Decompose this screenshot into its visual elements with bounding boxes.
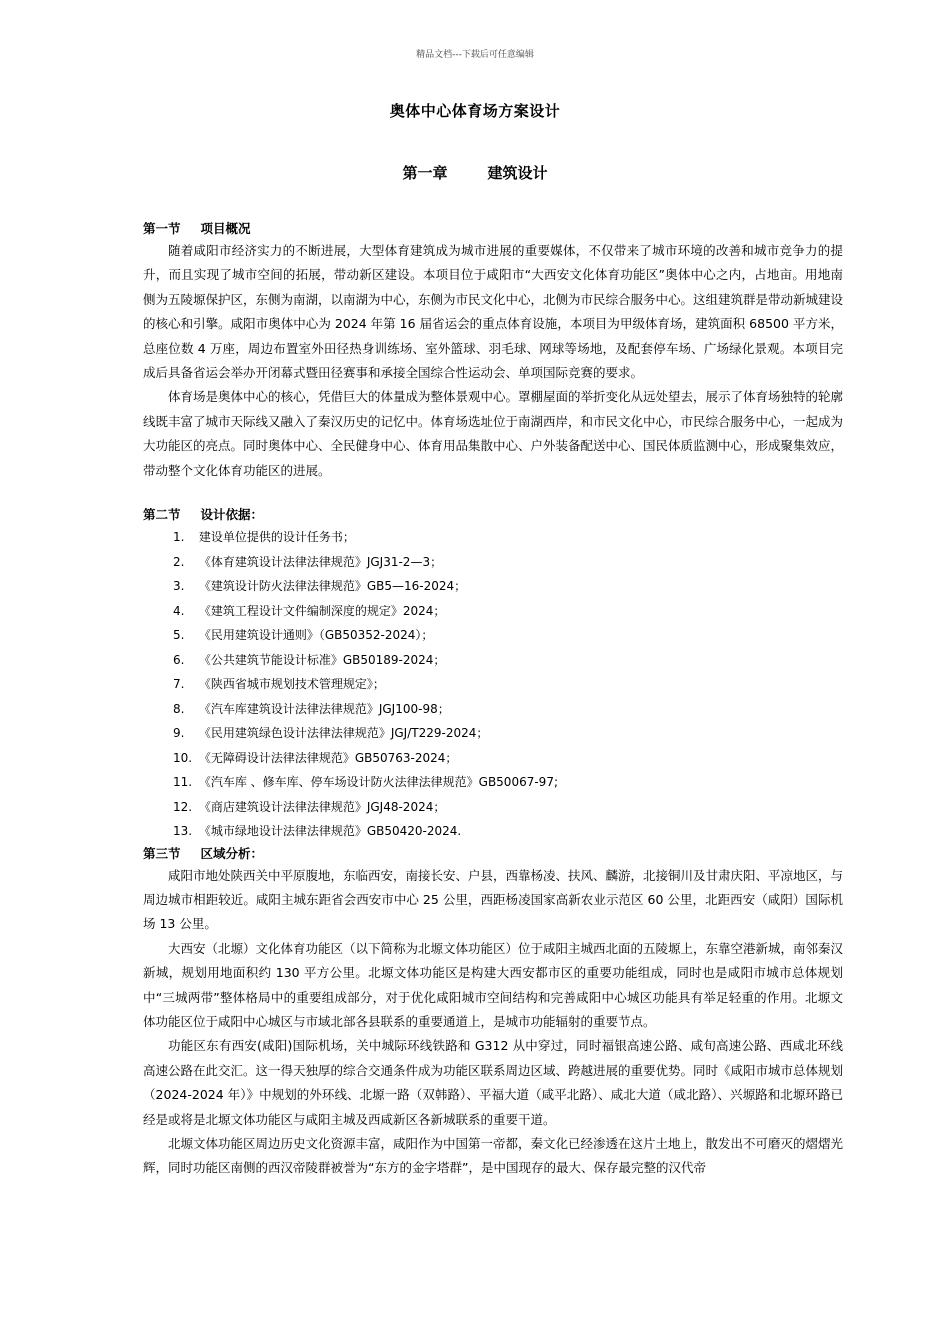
list-item: 13. 《城市绿地设计法律法律规范》GB50420-2024. xyxy=(173,824,462,839)
list-item: 8. 《汽车库建筑设计法律法律规范》JGJ100-98； xyxy=(173,701,450,716)
paragraph: 功能区东有西安(咸阳)国际机场，关中城际环线铁路和 G312 从中穿过，同时福银高速公路、咸旬高速公路、西咸北环线高速公路在此交汇。这一得天独厚的综合交通条件成为功能区联系周边区域、跨越进展的重要优势。同时《咸阳市城市总体规划（2024-2024 年）》中规划的外环线、北塬一路（双韩路）、平福大道（咸平北路）、咸北大道（咸北路）、兴塬路和北塬环路已经是或将是北塬文体功能区与咸阳主城及西咸新区各新城联系的重要干道。 xyxy=(143,1038,844,1127)
chapter-heading xyxy=(0,162,950,183)
section-label: 第一节 xyxy=(143,221,181,236)
document-body xyxy=(143,219,843,1181)
header-note: 精品文档---下载后可任意编辑 xyxy=(416,50,534,60)
section-name: 项目概况 xyxy=(200,221,251,236)
chapter-label: 第一章 xyxy=(402,164,448,182)
list-item: 11. 《汽车库 、修车库、停车场设计防火法律法律规范》GB50067-97; xyxy=(173,775,558,790)
list-item: 4. 《建筑工程设计文件编制深度的规定》2024； xyxy=(173,603,446,618)
list-item: 12. 《商店建筑设计法律法律规范》JGJ48-2024； xyxy=(173,799,446,814)
section-label: 第三节 xyxy=(143,845,181,861)
paragraph: 大西安（北塬）文化体育功能区（以下简称为北塬文体功能区）位于咸阳主城西北面的五陵塬上，东靠空港新城，南邻秦汉新城，规划用地面积约 130 平方公里。北塬文体功能区是构建大西安都市区的重要功能组成，同时也是咸阳市城市总体规划中“三城两带”整体格局中的重要组成部分，对于优化咸阳城市空间结构和完善咸阳中心城区功能具有举足轻重的作用。北塬文体功能区位于咸阳中心城区与市域北部各县联系的重要通道上，是城市功能辐射的重要节点。 xyxy=(143,940,844,1029)
list-item: 10. 《无障碍设计法律法律规范》GB50763-2024； xyxy=(173,750,458,765)
reference-list xyxy=(143,525,843,844)
section-name: 区域分析： xyxy=(200,845,264,861)
document-title: 奥体中心体育场方案设计 xyxy=(389,102,561,120)
section-name: 设计依据： xyxy=(200,507,264,523)
list-item: 1. 建设单位提供的设计任务书； xyxy=(173,530,355,545)
paragraph: 体育场是奥体中心的核心，凭借巨大的体量成为整体景观中心。罩棚屋面的举折变化从远处望去，展示了体育场独特的轮廓线既丰富了城市天际线又融入了秦汉历史的记忆中。体育场选址位于南湖西岸，和市民文化中心，市民综合服务中心，一起成为大功能区的亮点。同时奥体中心、全民健身中心、体育用品集散中心、户外装备配送中心、国民体质监测中心，形成聚集效应，带动整个文化体育功能区的进展。 xyxy=(143,389,844,478)
paragraph: 咸阳市地处陕西关中平原腹地，东临西安，南接长安、户县，西靠杨凌、扶风、麟游，北接铜川及甘肃庆阳、平凉地区，与周边城市相距较近。咸阳主城东距省会西安市中心 25 公里，西距杨凌国家高新农业示范区 60 公里，北距西安（咸阳）国际机场 13 公里。 xyxy=(143,867,844,932)
list-item: 5. 《民用建筑设计通则》（GB50352-2024）； xyxy=(173,628,434,643)
list-item: 7. 《陕西省城市规划技术管理规定》； xyxy=(173,677,385,692)
section-heading-3 xyxy=(143,844,843,864)
section-heading-2 xyxy=(143,505,843,525)
list-item: 6. 《公共建筑节能设计标准》GB50189-2024； xyxy=(173,652,446,667)
list-item: 2. 《体育建筑设计法律法律规范》JGJ31-2—3； xyxy=(173,554,443,569)
list-item: 3. 《建筑设计防火法律法律规范》GB5—16-2024； xyxy=(173,579,467,594)
section-heading-1 xyxy=(143,219,843,239)
chapter-name: 建筑设计 xyxy=(487,164,548,182)
section-label: 第二节 xyxy=(143,507,181,523)
paragraph: 北塬文体功能区周边历史文化资源丰富，咸阳作为中国第一帝都，秦文化已经渗透在这片土地上，散发出不可磨灭的熠熠光辉，同时功能区南侧的西汉帝陵群被誉为“东方的金字塔群”，是中国现存的最大、保存最完整的汉代帝 xyxy=(143,1136,844,1176)
list-item: 9. 《民用建筑绿色设计法律法律规范》JGJ/T229-2024； xyxy=(173,726,489,741)
paragraph: 随着咸阳市经济实力的不断进展，大型体育建筑成为城市进展的重要媒体，不仅带来了城市环境的改善和城市竞争力的提升，而且实现了城市空间的拓展，带动新区建设。本项目位于咸阳市“大西安文化体育功能区”奥体中心之内，占地亩。用地南侧为五陵塬保护区，东侧为南湖，以南湖为中心，东侧为市民文化中心，北侧为市民综合服务中心。这组建筑群是带动新城建设的核心和引擎。咸阳市奥体中心为 2024 年第 16 届省运会的重点体育设施，本项目为甲级体育场，建筑面积 68500 平方米，总座位数 4 万座，周边布置室外田径热身训练场、室外篮球、羽毛球、网球等场地，及配套停车场、广场绿化景观。本项目完成后具备省运会举办开闭幕式暨田径赛事和承接全国综合性运动会、单项国际竞赛的要求。 xyxy=(143,243,844,381)
